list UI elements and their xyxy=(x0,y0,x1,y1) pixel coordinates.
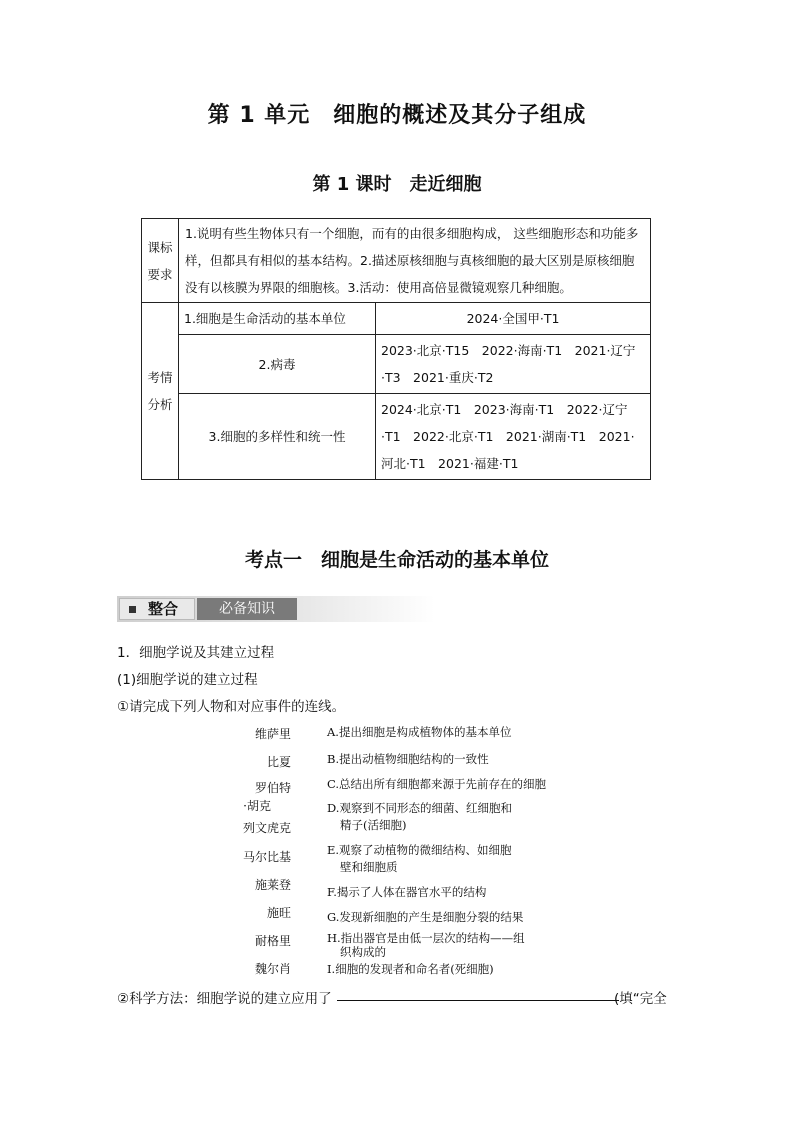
refs-cell: 2023·北京·T15 2022·海南·T1 2021·辽宁·T3 2021·重庆·T2 xyxy=(376,335,651,394)
heading-establishment: (1)细胞学说的建立过程 xyxy=(117,672,258,688)
lesson-title: 第 1 课时 走近细胞 xyxy=(312,174,482,195)
section-title: 考点一 细胞是生命活动的基本单位 xyxy=(244,549,549,571)
event-item xyxy=(327,909,523,926)
topic-cell: 2.病毒 xyxy=(179,335,376,394)
answer-blank[interactable] xyxy=(337,999,619,1001)
event-item xyxy=(327,724,511,741)
banner-tag-text: 整合 xyxy=(148,600,179,618)
person-name: 比夏 xyxy=(266,755,291,769)
person-name: 施莱登 xyxy=(254,878,291,892)
event-line: G.发现新细胞的产生是细胞分裂的结果 xyxy=(327,910,524,924)
exam-analysis-label-line: 分析 xyxy=(147,397,173,412)
event-item xyxy=(327,751,489,768)
event-item xyxy=(327,776,546,793)
person-name: ·胡克 xyxy=(243,799,271,813)
banner-label: 必备知识 xyxy=(197,598,297,620)
square-bullet-icon xyxy=(129,606,136,613)
event-line: 织构成的 xyxy=(340,945,386,959)
refs-cell: 2024·全国甲·T1 xyxy=(376,303,651,335)
heading-cell-theory: 1．细胞学说及其建立过程 xyxy=(117,645,275,661)
event-item xyxy=(327,800,512,834)
event-line: A.提出细胞是构成植物体的基本单位 xyxy=(327,725,512,739)
event-item xyxy=(327,931,525,959)
person-name: 列文虎克 xyxy=(242,821,291,835)
requirements-label-line: 要求 xyxy=(147,266,173,282)
person-name: 马尔比基 xyxy=(242,850,291,864)
topic-cell: 1.细胞是生命活动的基本单位 xyxy=(179,303,376,335)
event-line: B.提出动植物细胞结构的一致性 xyxy=(327,752,489,766)
event-item xyxy=(327,884,486,901)
banner-tag xyxy=(119,598,195,620)
unit-title: 第 1 单元 细胞的概述及其分子组成 xyxy=(207,103,587,128)
event-line: I.细胞的发现者和命名者(死细胞) xyxy=(327,962,494,976)
curriculum-table xyxy=(141,218,651,480)
event-item xyxy=(327,842,512,876)
person-name: 耐格里 xyxy=(254,934,291,948)
refs-cell: 2024·北京·T1 2023·海南·T1 2022·辽宁·T1 2022·北京·T1 2021·湖南·T1 2021·河北·T1 2021·福建·T1 xyxy=(376,394,651,480)
event-line: D.观察到不同形态的细菌、红细胞和 xyxy=(327,801,512,815)
person-name: 罗伯特 xyxy=(254,781,291,795)
person-name: 施旺 xyxy=(266,906,291,920)
knowledge-banner xyxy=(117,596,435,622)
event-item xyxy=(327,961,494,978)
event-line: E.观察了动植物的微细结构、如细胞 xyxy=(327,843,512,857)
requirements-text: 1.说明有些生物体只有一个细胞，而有的由很多细胞构成， 这些细胞形态和功能多样，但都具有相似的基本结构。2.描述原核细胞与真核细胞的最大区别是原核细胞没有以核膜为界限的细胞核。3.活动：使用高倍显微镜观察几种细胞。 xyxy=(179,219,651,303)
requirements-label xyxy=(142,219,179,303)
person-name: 魏尔肖 xyxy=(254,962,291,976)
method-suffix: (填“完全 xyxy=(614,991,667,1007)
exam-analysis-label xyxy=(142,303,179,480)
requirements-label-line: 课标 xyxy=(147,239,173,255)
event-line: 精子(活细胞) xyxy=(340,818,407,832)
event-line: H.指出器官是由低一层次的结构——组 xyxy=(327,931,525,945)
person-name: 维萨里 xyxy=(254,727,291,741)
event-line: F.揭示了人体在器官水平的结构 xyxy=(327,885,487,899)
method-prefix: ②科学方法：细胞学说的建立应用了 xyxy=(117,991,332,1007)
event-line: C.总结出所有细胞都来源于先前存在的细胞 xyxy=(327,777,547,791)
exam-analysis-label-line: 考情 xyxy=(147,370,173,385)
topic-cell: 3.细胞的多样性和统一性 xyxy=(179,394,376,480)
matching-instruction: ①请完成下列人物和对应事件的连线。 xyxy=(117,699,346,715)
event-line: 壁和细胞质 xyxy=(340,860,398,874)
